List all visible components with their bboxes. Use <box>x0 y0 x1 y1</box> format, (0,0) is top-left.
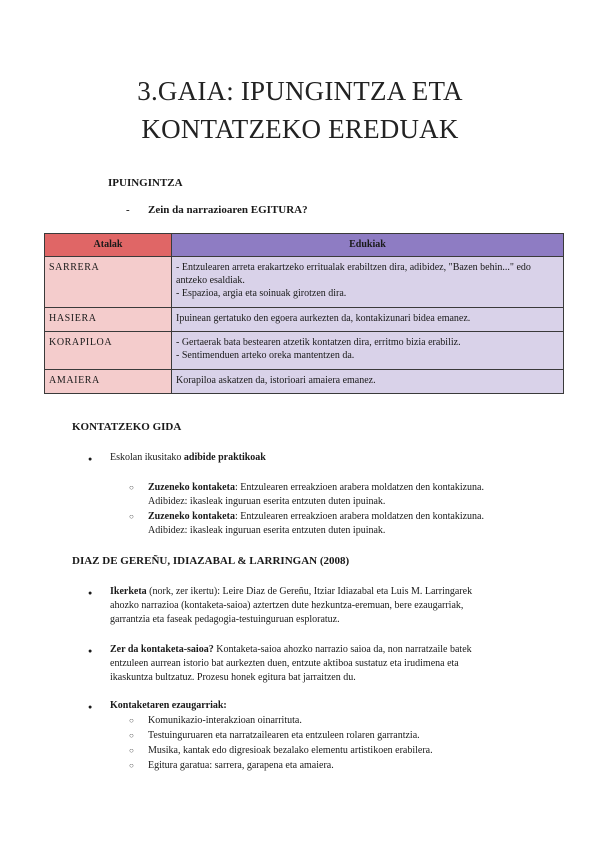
list-item-text: garrantzia eta faseak pedagogia-testuinguruan esploratuz. <box>110 614 340 625</box>
page-title <box>0 72 600 148</box>
sub-list-item: ○ Testuinguruaren eta narratzailearen eta entzuleen rolaren garrantzia. <box>148 729 420 743</box>
structure-table <box>44 233 564 394</box>
list-item-text: Kontaketa-saioa ahozko narrazio saioa da, non narratzaile batek <box>213 644 472 655</box>
sub-list-item: ○ Komunikazio-interakzioan oinarrituta. <box>148 714 302 728</box>
table-row <box>45 308 564 332</box>
table-cell-atala: KORAPILOA <box>45 332 172 370</box>
table-cell-atala: HASIERA <box>45 308 172 332</box>
cell-line: Korapiloa askatzen da, istorioari amaiera emanez. <box>176 375 376 386</box>
sub-list-item: ○ Musika, kantak edo digresioak bezalako elementu artistikoen erabilera. <box>148 744 433 758</box>
list-item-text: Eskolan ikusitako <box>110 452 184 463</box>
question-text: Zein da narrazioaren EGITURA? <box>148 204 308 216</box>
table-cell-atala: AMAIERA <box>45 370 172 394</box>
list-item <box>110 585 550 627</box>
section-heading-kontatzeko-gida: KONTATZEKO GIDA <box>72 421 182 433</box>
list-item-text: (nork, zer ikertu): Leire Diaz de Gereñu, Itziar Idiazabal eta Luis M. Larringarek <box>146 586 473 597</box>
list-item-text: ahozko narrazioa (kontaketa-saioa) aztertzen dute hezkuntza-eremuan, bere ezaugarriak, <box>110 600 464 611</box>
table-header-atalak: Atalak <box>45 234 172 257</box>
list-item-text: ikaskuntza bultzatuz. Prozesu honek egitura bat jarraitzen du. <box>110 672 356 683</box>
table-cell-edukia <box>172 257 564 308</box>
table-cell-edukia <box>172 370 564 394</box>
list-item-bold: Kontaketaren ezaugarriak: <box>110 700 227 711</box>
cell-line: - Entzulearen arreta erakartzeko erritualak erabiltzen dira, adibidez, "Bazen behin..." edo antzeko esaldiak. <box>176 262 531 286</box>
table-cell-edukia <box>172 308 564 332</box>
list-item-bold: Zer da kontaketa-saioa? <box>110 644 214 655</box>
section-heading-ipuingintza: IPUINGINTZA <box>108 177 183 189</box>
sub-list-item <box>148 510 548 538</box>
sub-item-text: : Entzulearen erreakzioen arabera moldatzen den kontakizuna. <box>234 511 484 522</box>
sub-list-item: ○ Egitura garatua: sarrera, garapena eta amaiera. <box>148 759 334 773</box>
table-cell-atala: SARRERA <box>45 257 172 308</box>
list-item <box>110 699 227 713</box>
list-item-bold: Ikerketa <box>110 586 147 597</box>
cell-line: - Gertaerak bata bestearen atzetik kontatzen dira, erritmo bizia erabiliz. <box>176 337 461 348</box>
question-item <box>126 204 308 216</box>
page-title-line-2: KONTATZEKO EREDUAK <box>141 114 459 144</box>
list-item-text: entzuleen aurrean istorio bat aurkezten duen, entzute aktiboa sustatuz eta irudimena eta <box>110 658 459 669</box>
sub-item-bold: Zuzeneko kontaketa <box>148 482 235 493</box>
sub-list-item <box>148 481 548 509</box>
sub-item-line2: Adibidez: ikasleak inguruan eserita entzuten duten ipuinak. <box>148 496 386 507</box>
table-row <box>45 332 564 370</box>
sub-item-line2: Adibidez: ikasleak inguruan eserita entzuten duten ipuinak. <box>148 525 386 536</box>
cell-line: - Espazioa, argia eta soinuak girotzen dira. <box>176 288 347 299</box>
list-item <box>110 643 550 685</box>
sub-item-text: : Entzulearen erreakzioen arabera moldatzen den kontakizuna. <box>234 482 484 493</box>
table-header-edukiak: Edukiak <box>172 234 564 257</box>
list-item <box>110 451 266 465</box>
page-title-line-1: 3.GAIA: IPUNGINTZA ETA <box>137 76 463 106</box>
section-heading-diaz-de-gerenu: DIAZ DE GEREÑU, IDIAZABAL & LARRINGAN (2008) <box>72 555 350 567</box>
cell-line: Ipuinean gertatuko den egoera aurkezten da, kontakizunari bidea emanez. <box>176 313 471 324</box>
list-item-bold: adibide praktikoak <box>183 452 266 463</box>
table-row <box>45 257 564 308</box>
table-row <box>45 370 564 394</box>
table-cell-edukia <box>172 332 564 370</box>
dash-marker: - <box>126 204 130 216</box>
table-header-row <box>45 234 564 257</box>
cell-line: - Sentimenduen arteko oreka mantentzen da. <box>176 350 355 361</box>
sub-item-bold: Zuzeneko kontaketa <box>148 511 235 522</box>
